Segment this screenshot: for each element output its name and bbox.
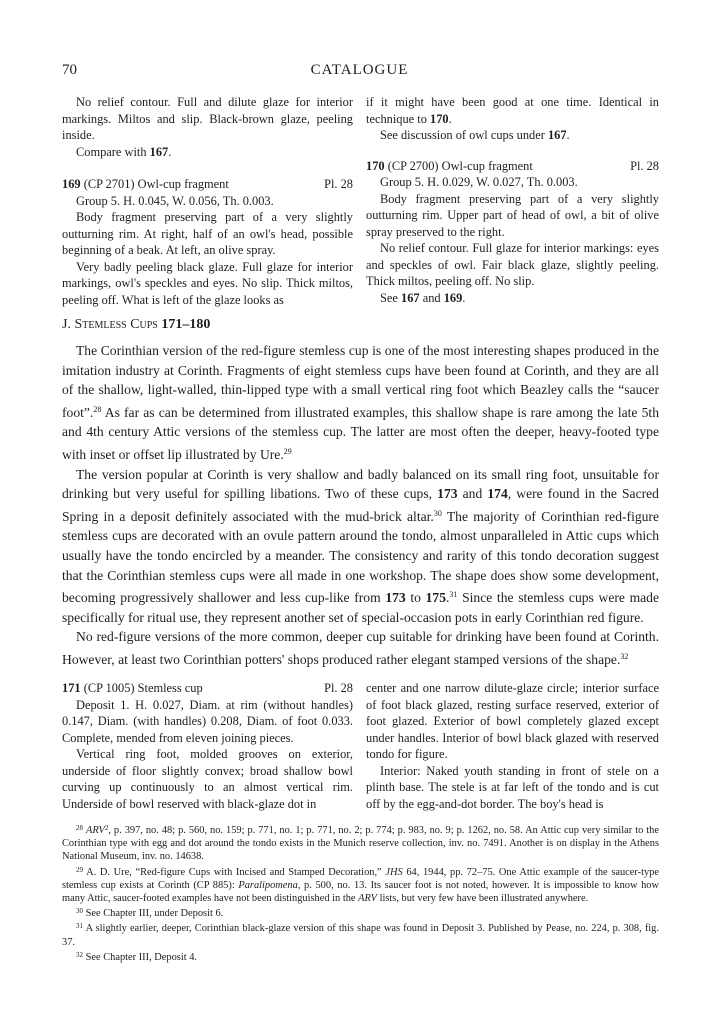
paragraph: No red-figure versions of the more common, deeper cup suitable for drinking have been found at Corinth. However, at least two Corinthian potters' shops produced rather elegant stamped versions of the shape.$^{32}$ [62, 629, 659, 667]
paragraph: See discussion of owl cups under 167. [380, 128, 570, 142]
entry-dimensions: Group 5. H. 0.045, W. 0.056, Th. 0.003. [76, 193, 274, 208]
footnote-marker: 32 [620, 651, 629, 661]
entry-dimensions: Group 5. H. 0.029, W. 0.027, Th. 0.003. [380, 175, 578, 189]
catalogue-entry-heading [366, 158, 659, 175]
paragraph: Interior: Naked youth standing in front of stele on a plinth base. The stele is at far left of the tondo and is cut off by the egg-and-dot border. The boy's head is [366, 763, 659, 811]
footnote: $^{28}$ ARV$^2$, p. 397, no. 48; p. 560, no. 159; p. 771, no. 1; p. 771, no. 2; p. 774; p. 983, no. 9; p. 1262, no. 58. An Attic cup very similar to the Corinthian type with egg and dot around the tondo exists in the Munich reserve collection, inv. no. 7491. Another is on display in the Athens National Museum, inv. no. 14638. [62, 824, 659, 863]
bottom-left-column [62, 680, 353, 812]
footnote-marker: 29 [283, 446, 292, 456]
plate-reference: Pl. 28 [324, 177, 353, 191]
paragraph: Body fragment preserving part of a very slightly outturning rim. At right, half of an owl's head, possible beginning of a beak. At left, an olive spray. [62, 210, 353, 257]
entry-title: (CP 2701) Owl-cup fragment [80, 177, 229, 191]
paragraph: The version popular at Corinth is very shallow and badly balanced on its small ring foot, unsuitable for drinking but very useful for spilling libations. Two of these cups, 173 and 174, were found in the Sacred Spring in a deposit definitely associated with the mud-brick altar.$^{30}$ The majority of Corinthian red-figure stemless cups are decorated with an ovule pattern around the tondo, almost unparalleled in Attic cups which usually have the tondo encircled by a meander. The consistency and rarity of this tondo decoration suggest that the Corinthian stemless cups were all made in one workshop. The shape does show some development, becoming progressively shallower and less cup-like from 173 to 175.31 Since the stemless cups were made specifically for ritual use, they represent another set of special-occasion pots in early Corinthian red figure. [62, 466, 660, 625]
plate-reference: Pl. 28 [630, 158, 659, 173]
catalogue-entry-heading [62, 680, 353, 697]
paragraph: center and one narrow dilute-glaze circle; interior surface of foot black glazed, resting surface reserved, exterior of foot glazed. Exterior of bowl completely glazed except under handles. Interior of bowl black glazed with reserved tondo for figure. [366, 681, 659, 761]
section-heading: J. Stemless Cups 171–180 [62, 317, 211, 332]
footnote: $^{29}$ A. D. Ure, “Red-figure Cups with Incised and Stamped Decoration,” JHS 64, 1944, pp. 72–75. One Attic example of the saucer-type stemless cup exists at Corinth (CP 885): Paralipomena, p. 500, no. 13. Its saucer foot is not noted, however. It is impossible to know how many Attic, saucer-footed examples have not been distinguished in the ARV lists, but very few have been illustrated anywhere. [62, 865, 660, 905]
paragraph: if it might have been good at one time. Identical in technique to 170. [366, 95, 659, 126]
entry-number: 171 [62, 681, 81, 695]
footnote-marker: 30 [433, 508, 442, 518]
paragraph: Body fragment preserving part of a very slightly outturning rim. Upper part of head of owl, a bit of olive spray preserved to the right. [366, 191, 659, 239]
paragraph: No relief contour. Full glaze for interior markings: eyes and speckles of owl. Fair black glaze, slightly peeling. Thick miltos, peeling off. No slip. [366, 241, 659, 288]
footnote: $^{30}$ See Chapter III, under Deposit 6. [76, 907, 224, 920]
body-text [62, 341, 659, 670]
paragraph: Very badly peeling black glaze. Full glaze for interior markings, owl's speckles and eyes. No slip. Thick miltos, peeling off. What is left of the glaze looks as [62, 259, 353, 307]
bottom-right-column [366, 680, 659, 812]
paragraph: Compare with 167. [76, 144, 172, 159]
footnote-marker: 28 [93, 404, 102, 414]
entry-title: (CP 1005) Stemless cup [80, 681, 203, 695]
footnote: $^{32}$ See Chapter III, Deposit 4. [76, 950, 197, 963]
paragraph: Vertical ring foot, molded grooves on exterior, underside of floor slightly convex; broad shallow bowl curving up continuously to an almost vertical rim. Underside of bowl reserved with black-glaze dot in [62, 747, 353, 811]
entry-number: 170 [366, 158, 385, 173]
entry-dimensions: Deposit 1. H. 0.027, Diam. at rim (without handles) 0.147, Diam. (with handles) 0.208, Diam. of foot 0.033. Complete, mended from eleven joining pieces. [62, 697, 353, 745]
page-header [62, 62, 657, 82]
paragraph: No relief contour. Full and dilute glaze for interior markings. Miltos and slip. Black-brown glaze, peeling inside. [62, 95, 353, 142]
entry-number: 169 [62, 177, 81, 191]
page-number: 70 [62, 62, 77, 78]
paragraph: The Corinthian version of the red-figure stemless cup is one of the most interesting shapes produced in the imitation industry at Corinth. Fragments of eight stemless cups have been found at Corinth, and they are all of the shallow, light-walled, thin-lipped type with a small vertical ring foot which Beazley calls the “saucer foot”.$^{28}$ As far as can be determined from illustrated examples, this shallow shape is rare among the late 5th and 4th century Attic versions of the stemless cup. The latter are most often the deeper, heavy-footed type with inset or offset lip illustrated by Ure.$^{29}$ [62, 343, 659, 462]
entry-title: (CP 2700) Owl-cup fragment [384, 158, 533, 173]
footnotes [62, 822, 659, 964]
footnote-marker: 31 [449, 590, 458, 600]
paragraph: See 167 and 169. [380, 290, 466, 305]
footnote: $^{31}$ A slightly earlier, deeper, Corinthian black-glaze version of this shape was found in Deposit 3. Published by Pease, no. 224, p. 308, fig. 37. [62, 922, 659, 948]
top-left-column [62, 94, 353, 308]
plate-reference: Pl. 28 [324, 681, 353, 695]
catalogue-entry-heading [62, 176, 353, 193]
top-right-column [366, 94, 659, 306]
running-title: CATALOGUE [310, 62, 409, 78]
